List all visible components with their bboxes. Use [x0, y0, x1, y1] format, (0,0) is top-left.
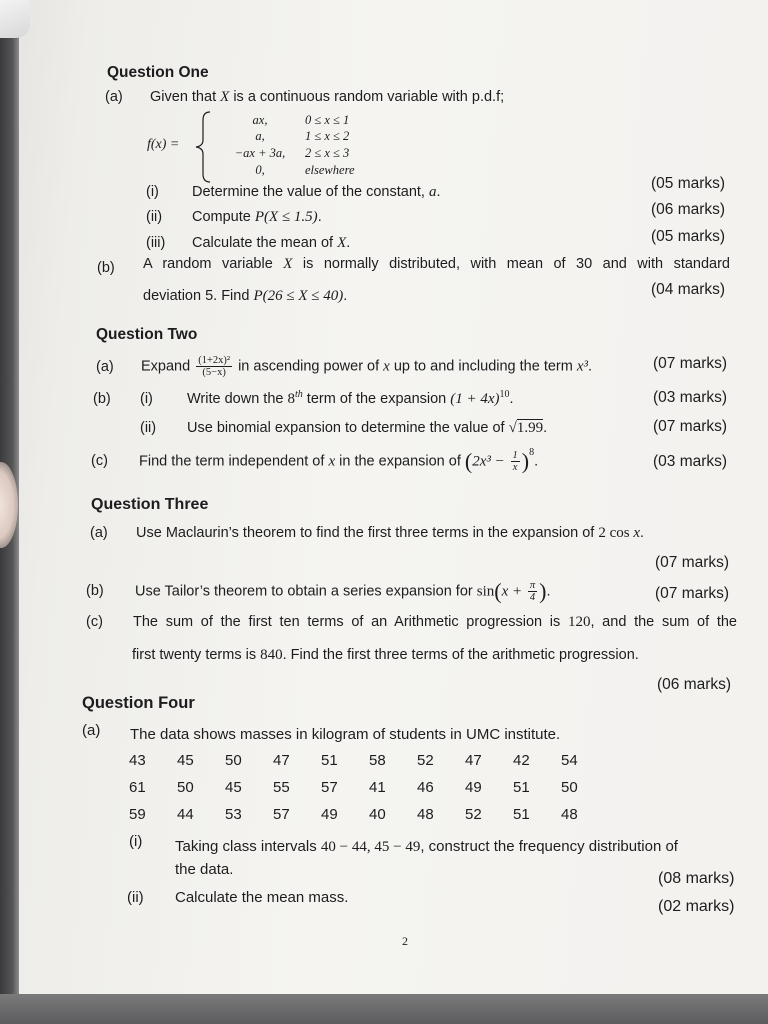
question-text: Write down the: [187, 391, 288, 407]
q4a-part-label: (i): [129, 833, 143, 850]
q1a-part-label: (ii): [146, 209, 163, 225]
q2c-text: [139, 447, 539, 474]
question-four-title: Question Four: [82, 694, 195, 712]
q4a-label: (a): [82, 722, 101, 739]
marks-label: (07 marks): [655, 585, 730, 602]
question-text: up to and including the term: [389, 358, 577, 375]
q3a-text: [136, 524, 644, 542]
pdf-case-expression: a,: [255, 129, 265, 143]
question-text-end: .: [543, 420, 548, 436]
q4a-part-i-line-2: the data.: [175, 861, 234, 878]
question-text: Use Maclaurin’s theorem to find the first three terms in the expansion of: [136, 525, 599, 541]
q1a-part-label: (i): [146, 184, 159, 200]
data-value: 58: [369, 752, 386, 769]
marks-label: (05 marks): [651, 228, 726, 245]
q2b-part-label: (i): [140, 391, 153, 407]
marks-label: (03 marks): [653, 389, 728, 406]
q1a-part-ii-text: [192, 208, 322, 226]
question-text: Determine the value of the constant,: [192, 184, 429, 200]
q1b-line-2: [143, 287, 347, 305]
data-value: 51: [321, 752, 338, 769]
radicand: 1.99: [516, 420, 544, 436]
math-expression: 2x³ −: [472, 453, 509, 470]
question-text-end: .: [317, 209, 322, 225]
q4a-part-i-line-1: [175, 838, 678, 856]
marks-label: (08 marks): [658, 870, 735, 887]
question-text: in the expansion of: [335, 453, 465, 470]
question-text: first twenty terms is: [132, 647, 261, 663]
data-value: 59: [129, 806, 146, 823]
q4a-part-label: (ii): [127, 889, 144, 906]
data-value: 57: [273, 806, 290, 823]
question-text: Use binomial expansion to determine the value of: [187, 420, 509, 436]
math-number: 120: [567, 614, 591, 630]
math-number: 840: [260, 647, 283, 663]
fraction-numerator: 1: [512, 450, 518, 461]
close-paren: ): [521, 448, 530, 474]
q3c-label: (c): [86, 614, 103, 630]
marks-label: (07 marks): [655, 554, 730, 571]
marks-label: (05 marks): [651, 175, 726, 192]
q1a-intro-variable: X: [220, 89, 230, 105]
question-text: Compute: [192, 209, 255, 225]
pdf-case-expression: −ax + 3a,: [234, 146, 286, 160]
data-value: 40: [369, 806, 386, 823]
pdf-case-condition: 0 ≤ x ≤ 1: [305, 113, 350, 127]
q2a-text: [141, 355, 592, 378]
marks-label: (07 marks): [653, 418, 728, 435]
data-value: 43: [129, 752, 146, 769]
question-three-title: Question Three: [91, 496, 209, 513]
question-text-end: , and the sum of the: [590, 614, 737, 630]
page-number: 2: [402, 934, 408, 948]
question-text-end: .: [588, 358, 593, 375]
q1b-label: (b): [97, 260, 115, 276]
math-exponent: 8: [529, 447, 535, 459]
data-value: 47: [273, 752, 290, 769]
marks-label: (06 marks): [651, 201, 726, 218]
fraction: [511, 450, 520, 473]
mass-data-table: [129, 752, 729, 842]
data-value: 48: [561, 806, 578, 823]
q4a-text: The data shows masses in kilogram of students in UMC institute.: [130, 726, 561, 743]
question-text-end: .: [509, 391, 514, 407]
data-value: 61: [129, 779, 146, 796]
data-value: 49: [321, 806, 338, 823]
ordinal-number: 8: [287, 391, 295, 407]
pdf-case-condition: elsewhere: [305, 163, 355, 177]
math-exponent: 10: [499, 389, 510, 400]
math-variable: X: [283, 256, 293, 272]
data-value: 50: [225, 752, 242, 769]
q2b-part-i-text: [187, 390, 514, 410]
question-text: A random variable: [143, 256, 284, 272]
q2b-part-label: (ii): [140, 420, 157, 436]
question-text-end: .: [346, 235, 351, 251]
marks-label: (02 marks): [658, 898, 735, 915]
data-value: 45: [225, 779, 242, 796]
question-text: Expand: [141, 358, 195, 375]
pdf-brace: [193, 110, 213, 184]
question-text-end: .: [343, 288, 348, 304]
fraction-denominator: 4: [529, 592, 536, 603]
math-expression: X: [337, 235, 347, 251]
question-text: Use Tailor’s theorem to obtain a series expansion for: [135, 583, 477, 600]
question-text-end: .: [534, 453, 539, 470]
marks-label: (04 marks): [651, 281, 726, 298]
math-expression: P(X ≤ 1.5): [254, 209, 318, 225]
data-value: 41: [369, 779, 386, 796]
marks-label: (06 marks): [657, 676, 732, 693]
photo-background-corner: [0, 0, 30, 38]
q1a-intro-text: Given that: [150, 89, 221, 105]
fraction-numerator: (1+2x)²: [198, 355, 231, 366]
pdf-lhs: f(x) =: [147, 137, 180, 152]
pdf-case-condition: 2 ≤ x ≤ 3: [305, 146, 350, 160]
data-value: 49: [465, 779, 482, 796]
q3a-label: (a): [90, 525, 108, 541]
q1b-line-1: [143, 255, 730, 273]
question-text: Calculate the mean of: [192, 235, 338, 251]
q1a-part-i-text: [192, 183, 441, 201]
q1a-intro: [150, 88, 504, 106]
open-paren: (: [494, 578, 502, 604]
math-term: x³: [576, 358, 589, 375]
math-expression: (1 + 4x): [450, 391, 500, 407]
question-text-end: , construct the frequency distribution of: [420, 838, 678, 855]
question-text: The sum of the first ten terms of an Arithmetic progression is: [133, 614, 568, 630]
class-intervals: 40 − 44, 45 − 49: [320, 839, 421, 855]
photo-background-bottom-edge: [0, 994, 768, 1024]
fraction-numerator: π: [529, 580, 536, 591]
data-value: 42: [513, 752, 530, 769]
fraction: [528, 580, 537, 603]
marks-label: (03 marks): [653, 453, 728, 470]
question-text-end: .: [640, 525, 645, 541]
question-one-title: Question One: [107, 64, 209, 81]
data-value: 55: [273, 779, 290, 796]
q2b-label: (b): [93, 391, 111, 407]
question-text: in ascending power of: [234, 358, 384, 375]
ordinal-suffix: th: [294, 389, 303, 400]
math-function: 2 cos: [598, 525, 634, 541]
question-text-end: is normally distributed, with mean of 30 and with standard: [292, 256, 730, 272]
math-expression: x +: [501, 583, 526, 600]
pdf-case-expression: 0,: [255, 163, 265, 177]
q2b-part-ii-text: [187, 419, 547, 437]
q3c-line-2: [132, 646, 639, 664]
data-value: 52: [417, 752, 434, 769]
math-function: sin: [476, 583, 495, 600]
math-variable: x: [328, 453, 336, 470]
question-text: Find the term independent of: [139, 453, 329, 470]
q3b-label: (b): [86, 583, 104, 599]
question-text: deviation 5. Find: [143, 288, 254, 304]
data-value: 54: [561, 752, 578, 769]
question-text: Taking class intervals: [175, 838, 321, 855]
data-value: 47: [465, 752, 482, 769]
data-value: 50: [561, 779, 578, 796]
question-text: term of the expansion: [302, 391, 451, 407]
radical-sign: √: [508, 420, 517, 436]
open-paren: (: [464, 448, 473, 474]
pdf-case-expression: ax,: [252, 113, 268, 127]
data-value: 46: [417, 779, 434, 796]
fraction-denominator: x: [512, 462, 518, 473]
math-variable: x: [633, 525, 641, 541]
q4a-part-ii-text: Calculate the mean mass.: [175, 889, 349, 906]
q1a-part-label: (iii): [146, 235, 166, 251]
question-text-end: . Find the first three terms of the arithmetic progression.: [282, 647, 639, 663]
math-variable: x: [383, 358, 390, 375]
pdf-case-condition: 1 ≤ x ≤ 2: [305, 129, 350, 143]
data-value: 53: [225, 806, 242, 823]
math-expression: P(26 ≤ X ≤ 40): [253, 288, 344, 304]
q2a-label: (a): [96, 359, 114, 375]
question-text-end: .: [546, 583, 551, 600]
data-value: 52: [465, 806, 482, 823]
close-paren: ): [539, 578, 547, 604]
q1a-label: (a): [105, 89, 123, 105]
math-expression: a: [428, 184, 437, 200]
data-value: 44: [177, 806, 194, 823]
q2c-label: (c): [91, 453, 108, 469]
question-two-title: Question Two: [96, 326, 198, 343]
q3b-text: [135, 580, 551, 603]
data-value: 45: [177, 752, 194, 769]
question-text-end: .: [436, 184, 441, 200]
fraction-denominator: (5−x): [202, 367, 226, 378]
data-value: 51: [513, 806, 530, 823]
data-value: 51: [513, 779, 530, 796]
q1a-intro-text-end: is a continuous random variable with p.d.f;: [229, 89, 505, 105]
data-value: 48: [417, 806, 434, 823]
fraction: [196, 355, 232, 378]
data-value: 50: [177, 779, 194, 796]
q1a-part-iii-text: [192, 234, 350, 252]
data-value: 57: [321, 779, 338, 796]
q3c-line-1: [133, 613, 737, 631]
marks-label: (07 marks): [653, 355, 728, 372]
